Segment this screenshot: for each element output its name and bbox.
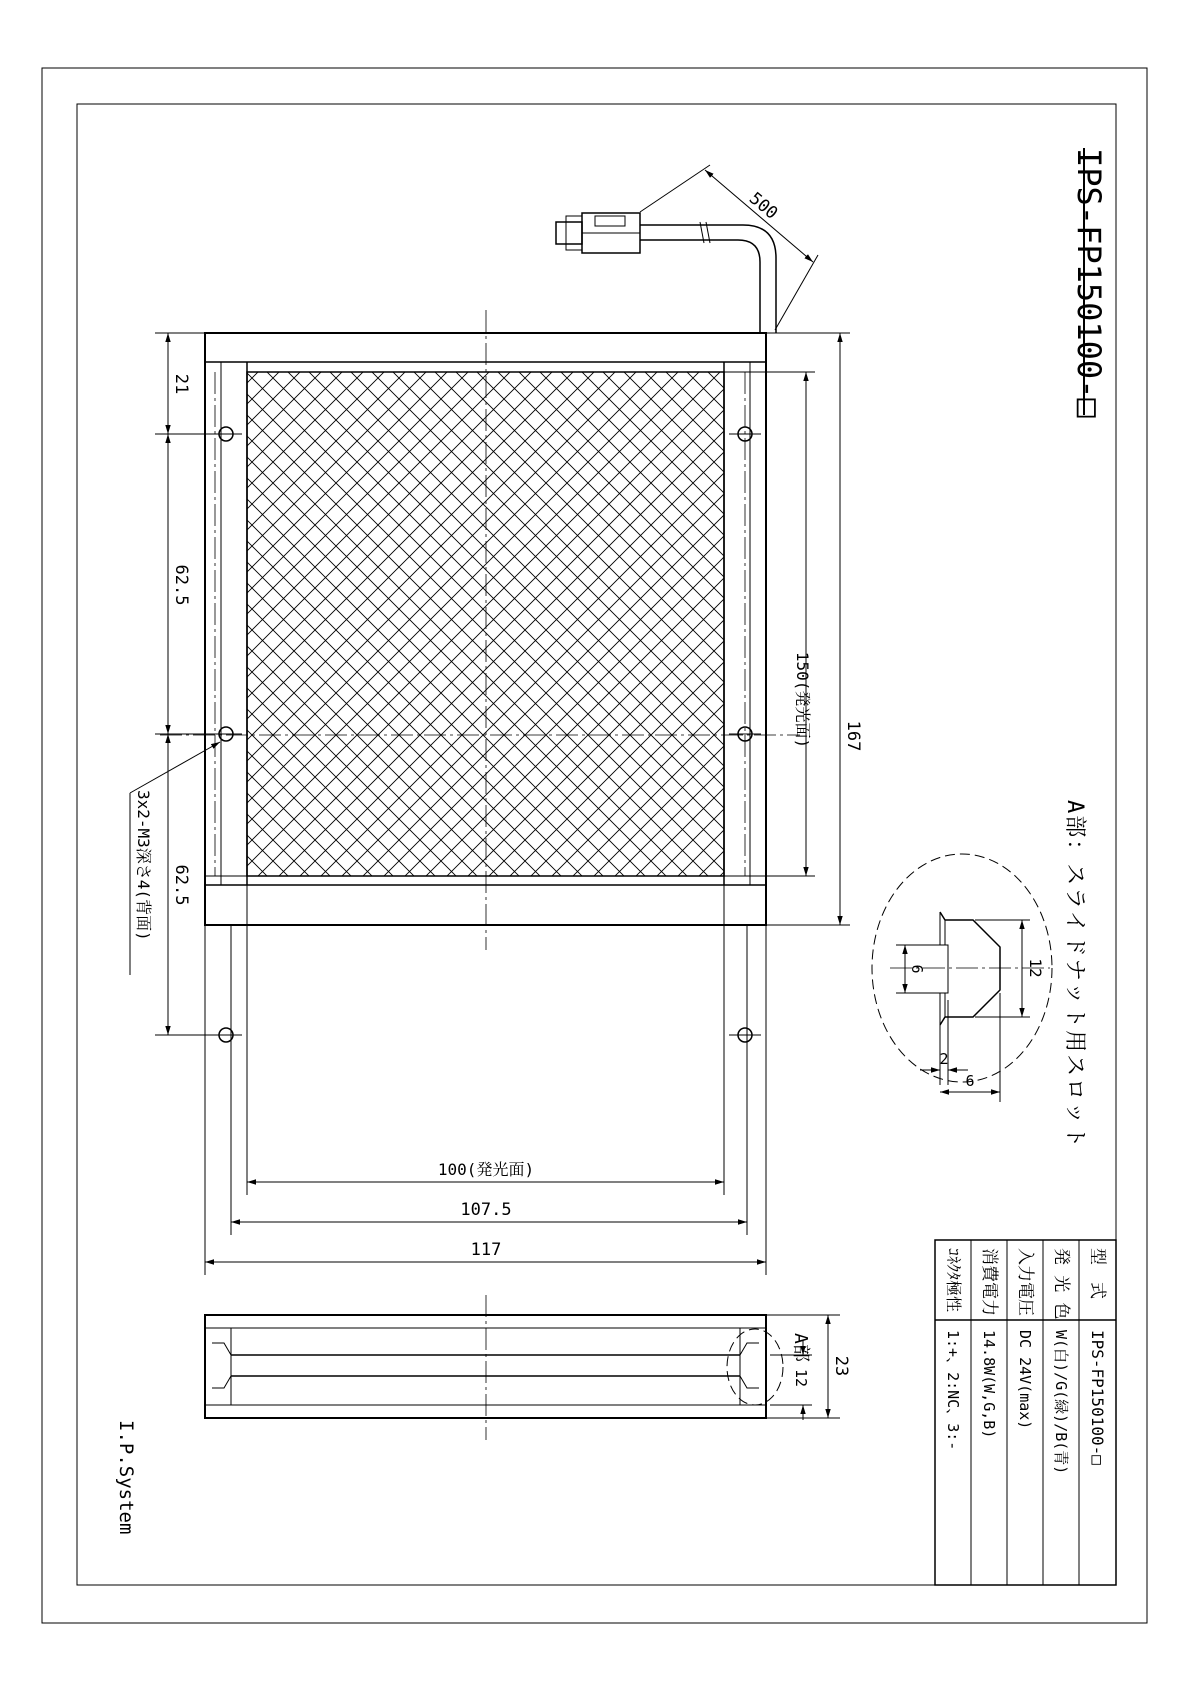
detail-label: A部：スライドナット用スロット [1062,800,1087,1150]
dim-slot-side: 12 [792,1368,810,1388]
dim-emitting-width: 100(発光面) [437,1160,535,1179]
cable-connector [556,213,776,333]
dim-total-height: 167 [843,720,863,752]
dim-depth: 23 [831,1355,851,1377]
dim-total-width: 117 [470,1240,502,1260]
dim-emitting-height: 150(発光面) [793,651,812,749]
side-label: A部 [790,1333,811,1362]
front-view [160,310,800,1042]
spec-value-voltage: DC 24V(max) [1016,1330,1034,1430]
spec-value-power: 14.8W(W,G,B) [980,1330,998,1439]
emitting-area [247,372,724,876]
dim-cable-length: 500 [745,188,782,224]
spec-value-color: W(白)/G(緑)/B(青) [1052,1330,1070,1475]
hole-note: 3x2-M3深さ4(背面) [134,790,153,941]
dim-hole-pitch-2: 62.5 [171,864,191,906]
detail-dim-6b: 6 [965,1072,975,1090]
spec-label-color: 発 光 色 [1051,1248,1071,1320]
company-name: I.P.System [115,1420,137,1535]
detail-dim-2: 2 [939,1050,949,1068]
side-view [205,1295,783,1440]
spec-table-cells [944,1248,1107,1474]
spec-value-model: IPS-FP150100-□ [1088,1330,1107,1465]
spec-label-voltage: 入力電圧 [1015,1248,1035,1316]
dim-hole-span: 107.5 [460,1200,512,1220]
detail-a [872,854,1052,1102]
detail-dim-12: 12 [1026,958,1045,978]
spec-value-polarity: 1:+、2:NC、3:- [944,1330,962,1451]
dim-top-margin: 21 [171,373,191,395]
drawing-title: IPS-FP150100-□ [1070,148,1108,418]
spec-label-power: 消費電力 [979,1248,999,1316]
spec-label-model: 型 式 [1087,1248,1107,1299]
detail-dim-6: 6 [908,964,926,974]
spec-label-polarity: ｺﾈｸﾀ極性 [944,1248,963,1313]
dim-hole-pitch-1: 62.5 [171,564,191,606]
